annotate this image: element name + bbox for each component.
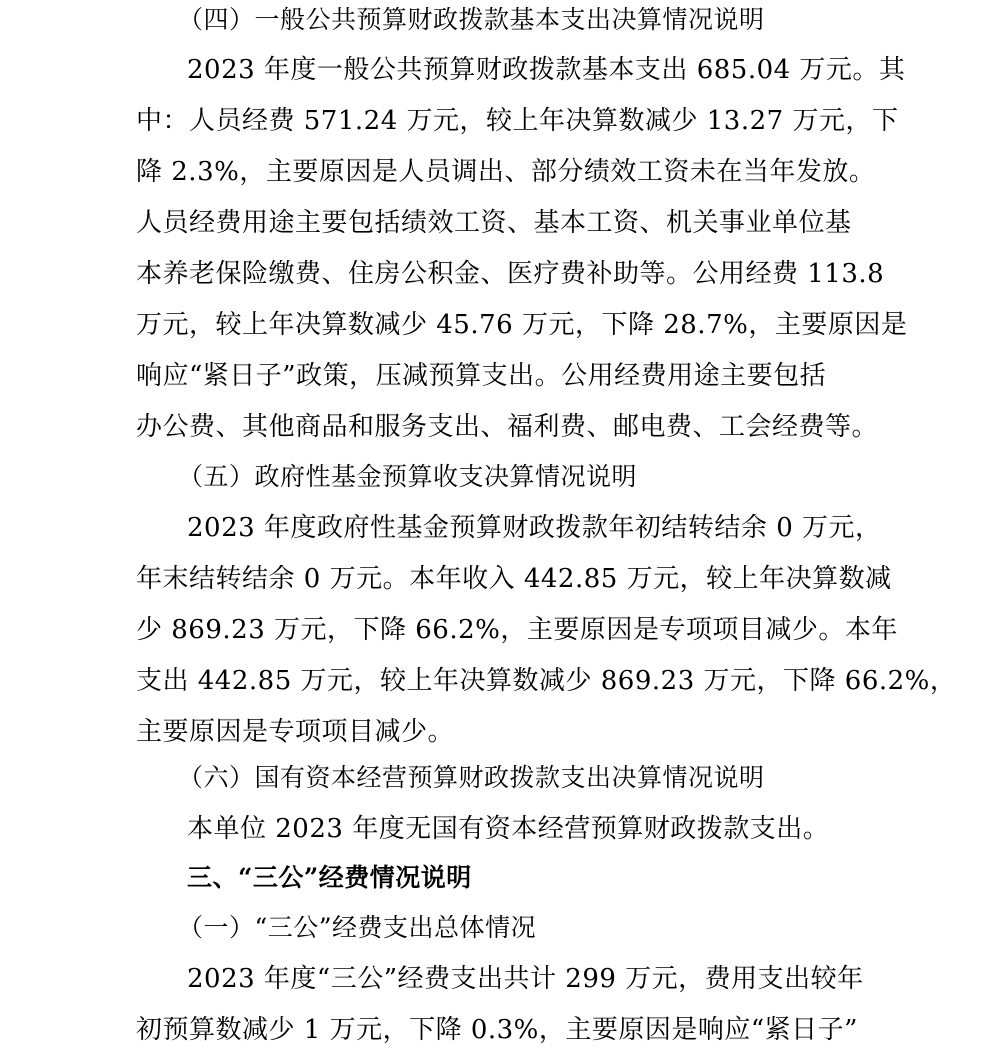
paragraph-line: 2023 年度“三公”经费支出共计 299 万元，费用支出较年 [187,964,864,994]
subsection-heading-1: （一）“三公”经费支出总体情况 [178,913,537,942]
part-heading-3: 三、“三公”经费情况说明 [187,863,472,892]
paragraph-line: 本养老保险缴费、住房公积金、医疗费补助等。公用经费 113.8 [136,259,885,289]
section-heading-4: （四）一般公共预算财政拨款基本支出决算情况说明 [178,5,765,34]
paragraph-line: 初预算数减少 1 万元，下降 0.3%，主要原因是响应“紧日子” [136,1015,858,1045]
paragraph-line: 降 2.3%，主要原因是人员调出、部分绩效工资未在当年发放。 [136,157,876,187]
paragraph-line: 少 869.23 万元，下降 66.2%，主要原因是专项项目减少。本年 [136,615,898,645]
section-heading-6: （六）国有资本经营预算财政拨款支出决算情况说明 [178,763,765,792]
paragraph-line: 中：人员经费 571.24 万元，较上年决算数减少 13.27 万元，下 [136,106,899,136]
paragraph-line: 年末结转结余 0 万元。本年收入 442.85 万元，较上年决算数减 [136,564,892,594]
section-heading-5: （五）政府性基金预算收支决算情况说明 [178,462,638,491]
paragraph-line: 万元，较上年决算数减少 45.76 万元，下降 28.7%，主要原因是 [136,310,908,340]
paragraph-line: 主要原因是专项项目减少。 [136,717,455,747]
paragraph-line: 本单位 2023 年度无国有资本经营预算财政拨款支出。 [187,814,830,844]
paragraph-line: 支出 442.85 万元，较上年决算数减少 869.23 万元，下降 66.2%， [136,666,957,696]
paragraph-line: 2023 年度政府性基金预算财政拨款年初结转结余 0 万元， [187,513,882,543]
paragraph-line: 响应“紧日子”政策，压减预算支出。公用经费用途主要包括 [136,361,827,391]
paragraph-line: 办公费、其他商品和服务支出、福利费、邮电费、工会经费等。 [136,412,879,442]
paragraph-line: 2023 年度一般公共预算财政拨款基本支出 685.04 万元。其 [187,55,906,85]
paragraph-line: 人员经费用途主要包括绩效工资、基本工资、机关事业单位基 [136,208,852,238]
